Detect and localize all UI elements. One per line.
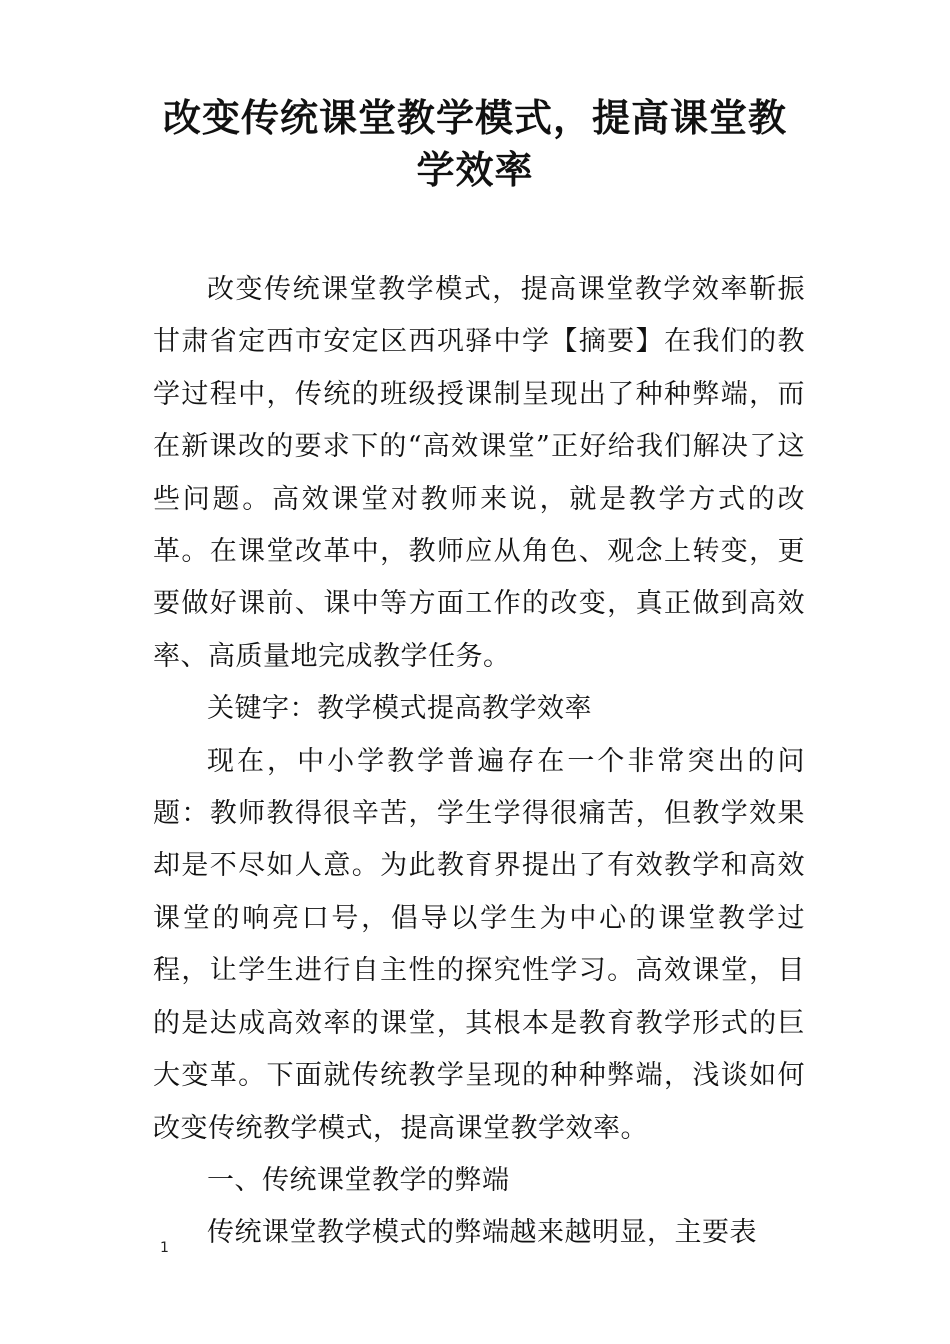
abstract-paragraph: 改变传统课堂教学模式，提高课堂教学效率靳振甘肃省定西市安定区西巩驿中学【摘要】在我们的教学过程中，传统的班级授课制呈现出了种种弊端，而在新课改的要求下的“高效课堂”正好给我们解决了这些问题。高效课堂对教师来说，就是教学方式的改革。在课堂改革中，教师应从角色、观念上转变，更要做好课前、课中等方面工作的改变，真正做到高效率、高质量地完成教学任务。 [153,274,805,672]
intro-paragraph: 现在，中小学教学普遍存在一个非常突出的问题：教师教得很辛苦，学生学得很痛苦，但教学效果却是不尽如人意。为此教育界提出了有效教学和高效课堂的响亮口号，倡导以学生为中心的课堂教学过程，让学生进行自主性的探究性学习。高效课堂，目的是达成高效率的课堂，其根本是教育教学形式的巨大变革。下面就传统教学呈现的种种弊端，浅谈如何改变传统教学模式，提高课堂教学效率。 [153,745,805,1144]
document-title: 改变传统课堂教学模式，提高课堂教学效率 [162,96,787,192]
section-heading: 一、传统课堂教学的弊端 [207,1164,510,1196]
keywords-paragraph: 关键字：教学模式提高教学效率 [207,693,592,725]
document-body [153,264,805,1260]
section-paragraph: 传统课堂教学模式的弊端越来越明显，主要表 [207,1217,757,1249]
page-number: 1 [160,1240,169,1256]
